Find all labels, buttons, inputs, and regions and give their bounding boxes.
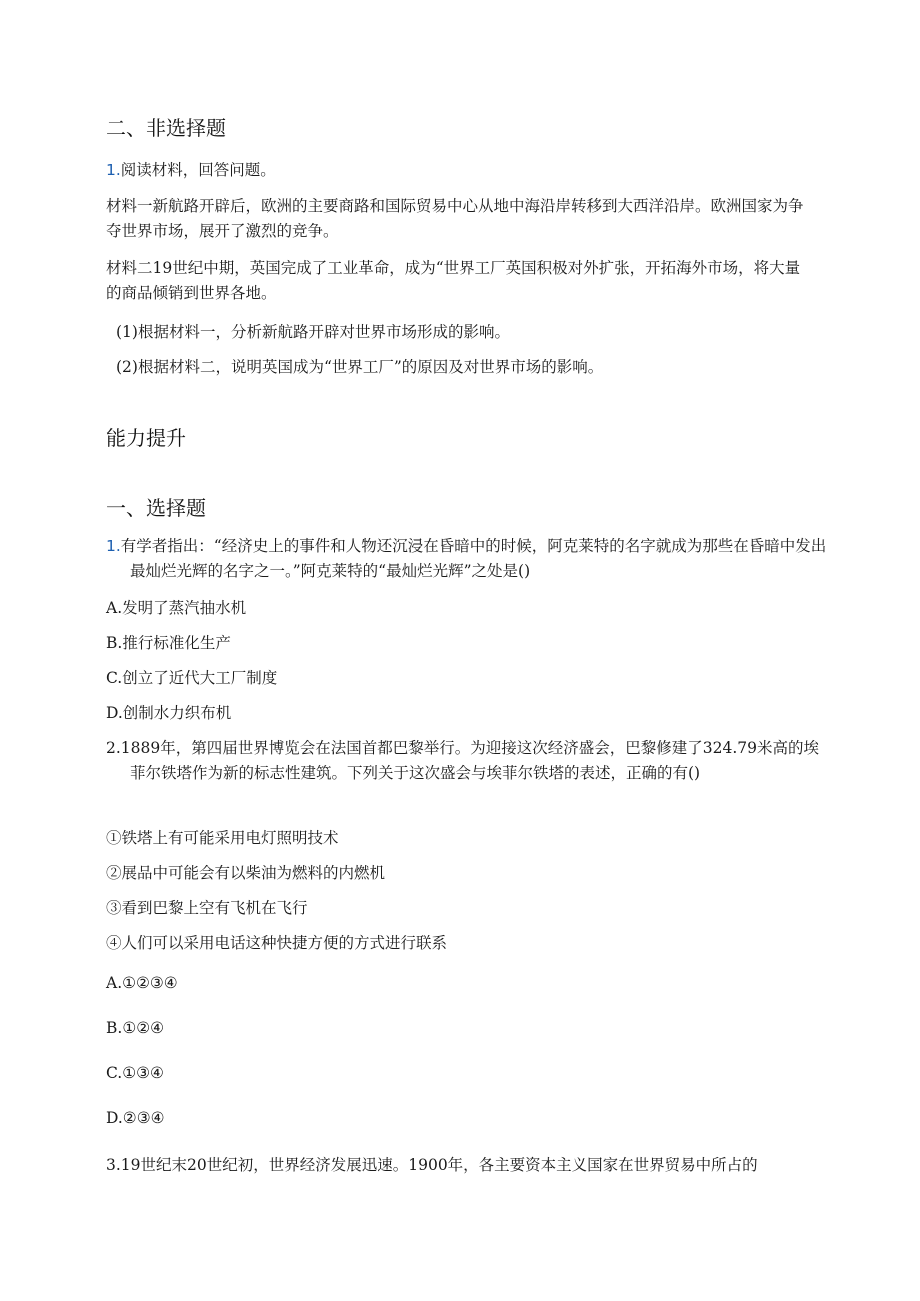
sub-question-2: (2)根据材料二，说明英国成为“世界工厂”的原因及对世界市场的影响。 (116, 358, 604, 376)
question-2: 2.1889年，第四届世界博览会在法国首都巴黎举行。为迎接这次经济盛会，巴黎修建了324.79米高的埃菲尔铁塔作为新的标志性建筑。下列关于这次盛会与埃菲尔铁塔的表述，正确的有() (106, 739, 819, 782)
statement-1: ①铁塔上有可能采用电灯照明技术 (106, 829, 339, 847)
option-d: D.②③④ (106, 1109, 165, 1127)
statement-4: ④人们可以采用电话这种快捷方便的方式进行联系 (106, 934, 448, 952)
material-two: 材料二19世纪中期，英国完成了工业革命，成为“世界工厂英国积极对外扩张，开拓海外市场，将大量的商品倾销到世界各地。 (106, 259, 801, 302)
question-number: 1. (106, 161, 121, 179)
material-one: 材料一新航路开辟后，欧洲的主要商路和国际贸易中心从地中海沿岸转移到大西洋沿岸。欧洲国家为争夺世界市场，展开了激烈的竞争。 (106, 197, 804, 240)
option-a: A.①②③④ (106, 974, 178, 992)
question-text: 阅读材料，回答问题。 (120, 161, 276, 179)
section-title-non-choice: 二、非选择题 (106, 116, 226, 140)
question-3: 3.19世纪末20世纪初，世界经济发展迅速。1900年，各主要资本主义国家在世界贸易中所占的 (106, 1156, 758, 1174)
option-d: D.创制水力织布机 (106, 704, 232, 722)
section-title-choice: 一、选择题 (106, 496, 206, 520)
option-b: B.推行标准化生产 (106, 634, 231, 652)
section-title-ability: 能力提升 (106, 426, 186, 450)
option-c: C.创立了近代大工厂制度 (106, 669, 278, 687)
option-b: B.①②④ (106, 1019, 165, 1037)
statement-2: ②展品中可能会有以柴油为燃料的内燃机 (106, 864, 386, 882)
question-text: 有学者指出：“经济史上的事件和人物还沉浸在昏暗中的时候，阿克莱特的名字就成为那些在昏暗中发出最灿烂光辉的名字之一。”阿克莱特的“最灿烂光辉”之处是() (120, 537, 827, 580)
statement-3: ③看到巴黎上空有飞机在飞行 (106, 899, 308, 917)
option-a: A.发明了蒸汽抽水机 (106, 599, 247, 617)
question-1 (106, 534, 830, 584)
question-reading (106, 158, 806, 183)
option-c: C.①③④ (106, 1064, 164, 1082)
question-number: 1. (106, 537, 121, 555)
sub-question-1: (1)根据材料一，分析新航路开辟对世界市场形成的影响。 (116, 323, 510, 341)
